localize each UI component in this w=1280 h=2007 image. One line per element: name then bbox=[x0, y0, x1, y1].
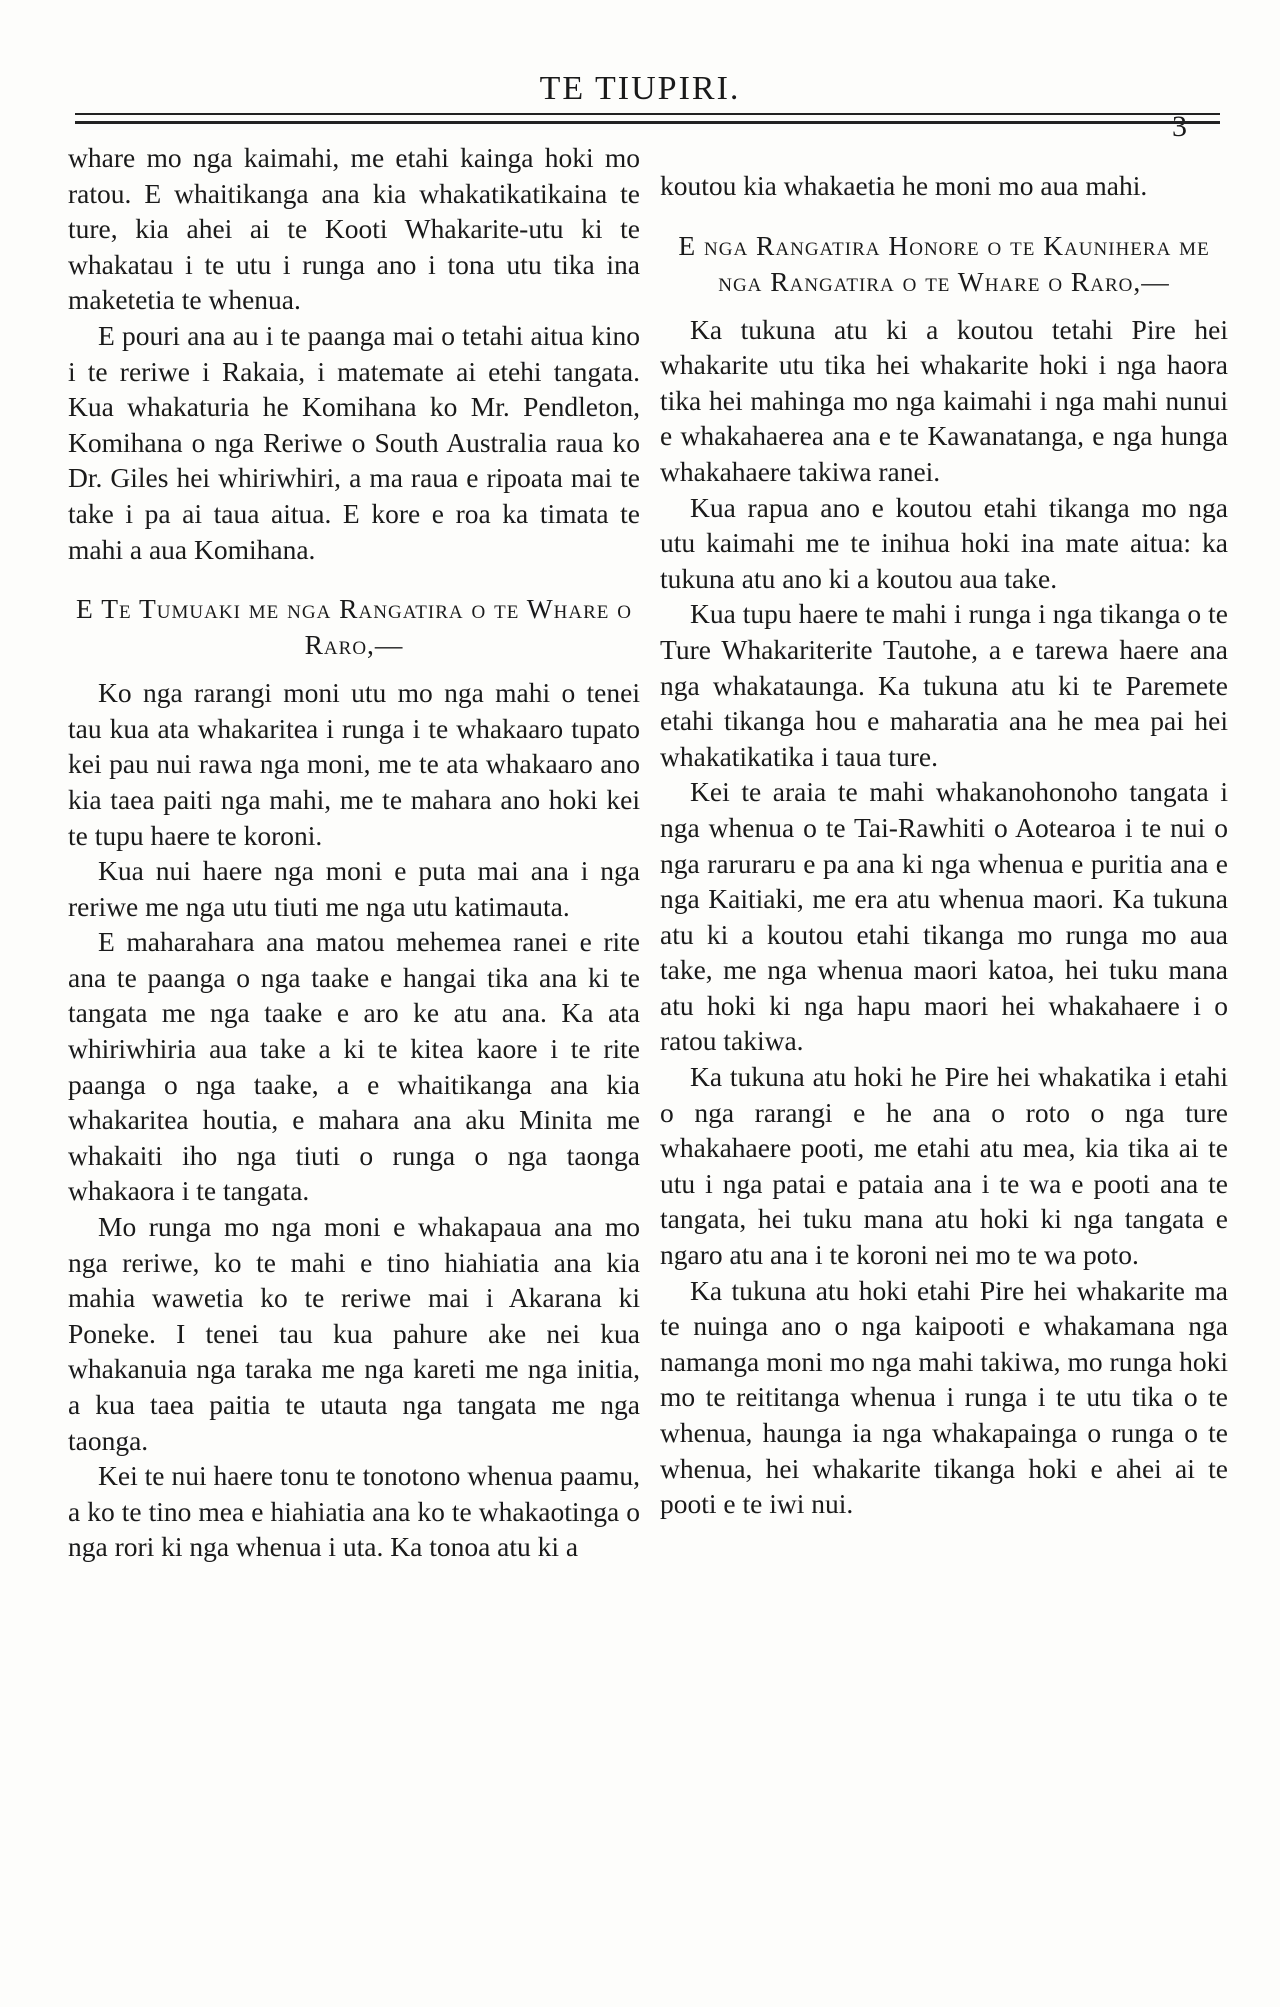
right-column bbox=[660, 168, 1228, 1522]
paragraph: Kua tupu haere te mahi i runga i nga tikanga o te Ture Whakariterite Tautohe, a e tarewa haere ana nga whakataunga. Ka tukuna atu ki te Paremete etahi tikanga hou e maharatia ana he mea pai hei whakatikatika i taua ture. bbox=[660, 598, 1228, 772]
paragraph: E maharahara ana matou mehemea ranei e rite ana te paanga o nga taake e hangai tika ana ki te tangata me nga taake e aro ke atu ana. Ka ata whiriwhiria aua take a ki te kitea kaore i te rite paanga o nga taake, a e whaitikanga ana kia whakaritea houtia, e mahara ana aku Minita me whakaiti iho nga tiuti o runga o nga taonga whakaora i te tangata. bbox=[68, 926, 640, 1207]
paragraph: koutou kia whakaetia he moni mo aua mahi. bbox=[660, 170, 1148, 201]
paragraph: Ka tukuna atu hoki he Pire hei whakatika i etahi o nga rarangi e he ana o roto o nga ture whakahaere pooti, me etahi atu mea, kia tika ai te utu i nga patai e pataia ana i te wa e pooti ana te tangata, hei tuku mana atu hoki ki nga tangata e ngaro atu ana i te koroni nei mo te wa poto. bbox=[660, 1061, 1228, 1271]
paragraph: Mo runga mo nga moni e whakapaua ana mo nga reriwe, ko te mahi e tino hiahiatia ana kia mahia wawetia ko te reriwe mai i Akarana ki Poneke. I tenei tau kua pahure ake nei kua whakanuia nga taraka me nga kareti me nga initia, a kua taea paitia te utauta nga tangata me nga taonga. bbox=[68, 1211, 640, 1456]
paragraph: Ko nga rarangi moni utu mo nga mahi o tenei tau kua ata whakaritea i runga i te whakaaro tupato kei pau nui rawa nga moni, me te ata whakaaro ano kia taea paiti nga mahi, me te mahara ano hoki kei te tupu haere te koroni. bbox=[68, 677, 640, 851]
header-rule-double bbox=[75, 121, 1220, 124]
paragraph: Kei te nui haere tonu te tonotono whenua paamu, a ko te tino mea e hiahiatia ana ko te whakaotinga o nga rori ki nga whenua i uta. Ka tonoa atu ki a bbox=[68, 1460, 640, 1563]
left-column bbox=[68, 140, 640, 1565]
paragraph: E pouri ana au i te paanga mai o tetahi aitua kino i te reriwe i Rakaia, i matemate ai etehi tangata. Kua whakaturia he Komihana ko Mr. Pendleton, Komihana o nga Reriwe o South Australia raua ko Dr. Giles hei whiriwhiri, a ma raua e ripoata mai te take i pa ai taua aitua. E kore e roa ka timata te mahi a aua Komihana. bbox=[68, 319, 640, 565]
paragraph: whare mo nga kaimahi, me etahi kainga hoki mo ratou. E whaitikanga ana kia whakatikatikaina te ture, kia ahei ai te Kooti Whakarite-utu ki te whakatau i te utu i runga ano i tona utu tika ina maketetia te whenua. bbox=[68, 142, 640, 316]
section-heading: E nga Rangatira Honore o te Kaunihera me nga Rangatira o te Whare o Raro,— bbox=[678, 229, 1210, 297]
header-rule bbox=[75, 113, 1220, 115]
page-header-title: TE TIUPIRI. bbox=[539, 70, 741, 107]
paragraph: Kei te araia te mahi whakanohonoho tangata i nga whenua o te Tai-Rawhiti o Aotearoa i te nui o nga raruraru e pa ana ki nga whenua e puritia ana e nga Kaitiaki, me era atu whenua maori. Ka tukuna atu ki a koutou etahi tikanga mo runga mo aua take, me nga whenua maori katoa, hei tuku mana atu hoki ki nga hapu maori hei whakahaere i o ratou takiwa. bbox=[660, 776, 1228, 1057]
paragraph: Ka tukuna atu ki a koutou tetahi Pire hei whakarite utu tika hei whakarite hoki i nga haora tika hei mahinga mo nga kaimahi i nga mahi nunui e whakahaerea ana e te Kawanatanga, e nga hunga whakahaere takiwa ranei. bbox=[660, 313, 1228, 487]
page-number: 3 bbox=[1172, 110, 1187, 143]
section-heading: E Te Tumuaki me nga Rangatira o te Whare o Raro,— bbox=[76, 593, 632, 661]
paragraph: Ka tukuna atu hoki etahi Pire hei whakarite ma te nuinga ano o nga kaipooti e whakamana nga namanga moni mo nga mahi takiwa, mo runga hoki mo te reititanga whenua i runga i te utu tika o te whenua, haunga ia nga whakapainga o runga o te whenua, hei whakarite tikanga hoki e ahei ai te pooti e te iwi nui. bbox=[660, 1274, 1228, 1520]
paragraph: Kua nui haere nga moni e puta mai ana i nga reriwe me nga utu tiuti me nga utu katimauta. bbox=[68, 855, 640, 922]
paragraph: Kua rapua ano e koutou etahi tikanga mo nga utu kaimahi me te inihua hoki ina mate aitua: ka tukuna atu ano ki a koutou aua take. bbox=[660, 491, 1228, 594]
